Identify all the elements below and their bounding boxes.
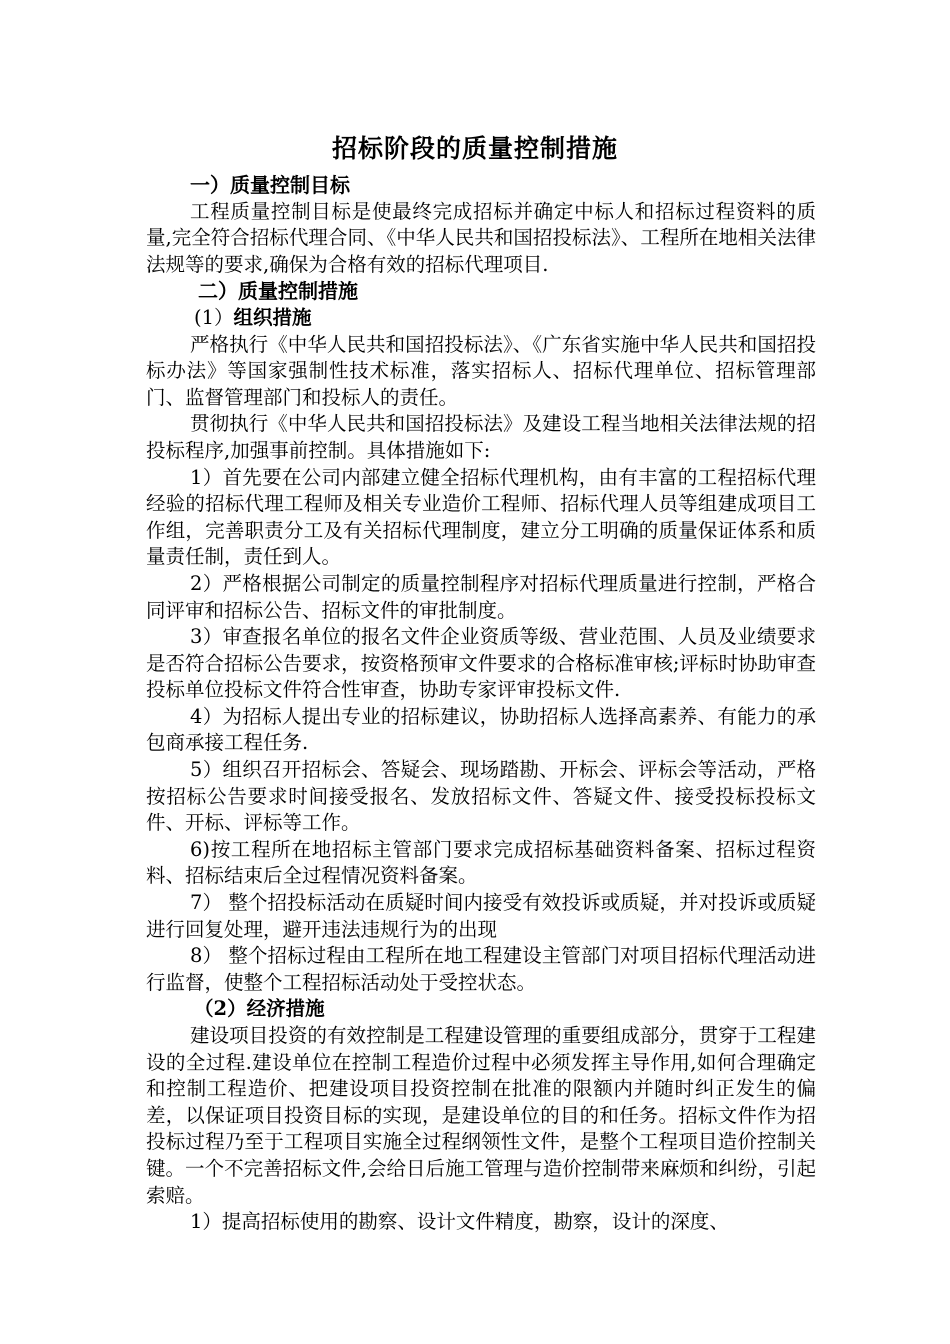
paragraph-implementation: 贯彻执行《中华人民共和国招投标法》及建设工程当地相关法律法规的招投标程序,加强事前控制。具体措施如下: [146,412,816,462]
page-title: 招标阶段的质量控制措施 [331,134,618,163]
subsection-heading-economic: （2）经济措施 [194,997,325,1021]
paragraph-investment-control: 建设项目投资的有效控制是工程建设管理的重要组成部分，贯穿于工程建设的全过程.建设单位在控制工程造价过程中必须发挥主导作用,如何合理确定和控制工程造价、把建设项目投资控制在批准的限额内并随时纠正发生的偏差，以保证项目投资目标的实现，是建设单位的目的和任务。招标文件作为招投标过程乃至于工程项目实施全过程纲领性文件，是整个工程项目造价控制关键。一个不完善招标文件,会给日后施工管理与造价控制带来麻烦和纠纷，引起索赔。 [146,1024,816,1207]
list-item-economic-1: 1）提高招标使用的勘察、设计文件精度，勘察，设计的深度、 [190,1210,729,1234]
list-item-8: 8） 整个招标过程由工程所在地工程建设主管部门对项目招标代理活动进行监督，使整个工程招标活动处于受控状态。 [146,944,816,994]
list-item-3: 3）审查报名单位的报名文件企业资质等级、营业范围、人员及业绩要求是否符合招标公告要求，按资格预审文件要求的合格标准审核;评标时协助审查投标单位投标文件符合性审查，协助专家评审投标文件. [146,625,816,702]
list-item-5: 5）组织召开招标会、答疑会、现场踏勘、开标会、评标会等活动，严格按招标公告要求时间接受报名、发放招标文件、答疑文件、接受投标投标文件、开标、评标等工作。 [146,758,816,835]
list-item-2: 2）严格根据公司制定的质量控制程序对招标代理质量进行控制，严格合同评审和招标公告、招标文件的审批制度。 [146,571,816,622]
list-item-7: 7） 整个招投标活动在质疑时间内接受有效投诉或质疑，并对投诉或质疑进行回复处理，避开违法违规行为的出现 [146,891,816,941]
list-item-4: 4）为招标人提出专业的招标建议，协助招标人选择高素养、有能力的承包商承接工程任务. [146,704,816,755]
section-heading-quality-goal: 一）质量控制目标 [190,173,350,197]
paragraph-quality-goal: 工程质量控制目标是使最终完成招标并确定中标人和招标过程资料的质量,完全符合招标代理合同、《中华人民共和国招投标法》、工程所在地相关法律法规等的要求,确保为合格有效的招标代理项目. [146,199,816,276]
section-heading-quality-measures: 二）质量控制措施 [198,279,358,304]
subsection-number: (1） [194,305,234,329]
list-item-1: 1）首先要在公司内部建立健全招标代理机构，由有丰富的工程招标代理经验的招标代理工程师及相关专业造价工程师、招标代理人员等组建成项目工作组，完善职责分工及有关招标代理制度，建立分工明确的质量保证体系和质量责任制，责任到人。 [146,465,816,569]
subsection-label: 组织措施 [233,305,312,329]
subsection-heading-organization [146,305,816,332]
list-item-6: 6)按工程所在地招标主管部门要求完成招标基础资料备案、招标过程资料、招标结束后全过程情况资料备案。 [146,837,816,888]
document-body [146,172,816,1236]
paragraph-strict-execution: 严格执行《中华人民共和国招投标法》、《广东省实施中华人民共和国招投标办法》等国家强制性技术标准，落实招标人、招标代理单位、招标管理部门、监督管理部门和投标人的责任。 [146,332,816,409]
